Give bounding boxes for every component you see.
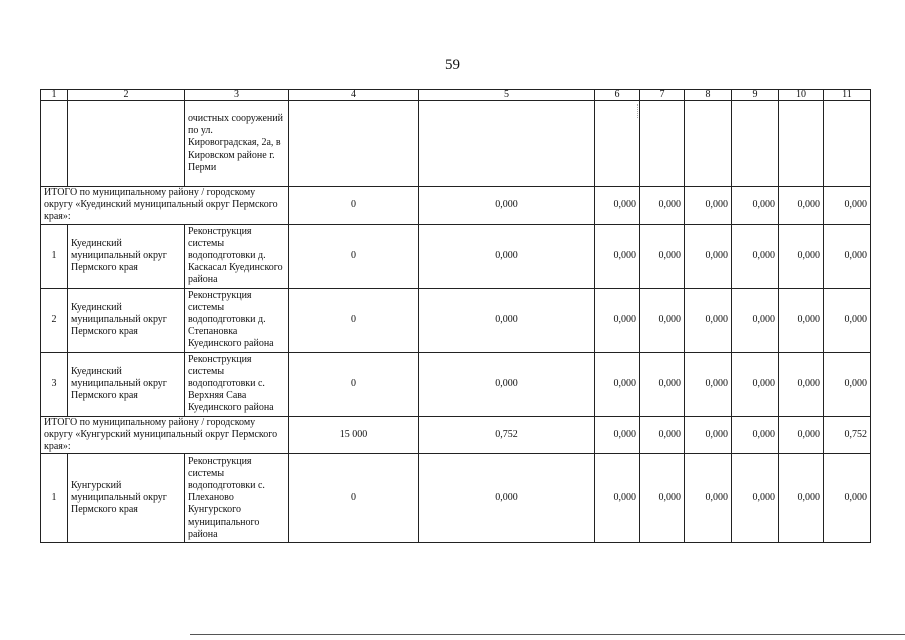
total-row [41, 416, 871, 454]
value-cell: 0,000 [824, 224, 871, 288]
header-cell: 9 [732, 90, 779, 101]
value-cell: 0,000 [419, 288, 595, 352]
header-cell: 4 [289, 90, 419, 101]
value-cell: 0,000 [779, 352, 824, 416]
value-cell: 0,000 [824, 454, 871, 543]
value-cell: 0,000 [732, 224, 779, 288]
header-cell: 8 [685, 90, 732, 101]
value-cell: 0,000 [685, 454, 732, 543]
object-description: Реконструкция системы водоподготовки с. Верхняя Сава Куединского района [185, 352, 289, 416]
header-cell: 11 [824, 90, 871, 101]
object-description: Реконструкция системы водоподготовки д. Каскасал Куединского района [185, 224, 289, 288]
value-cell: 0,752 [824, 416, 871, 454]
value-cell: 0,000 [640, 454, 685, 543]
value-cell: 0 [289, 454, 419, 543]
data-table [40, 89, 871, 543]
value-cell: 0,000 [732, 416, 779, 454]
value-cell: 0,000 [779, 187, 824, 225]
organization: Куединский муниципальный округ Пермского края [68, 224, 185, 288]
value-cell: 15 000 [289, 416, 419, 454]
value-cell: 0,000 [419, 454, 595, 543]
value-cell: 0,000 [640, 288, 685, 352]
value-cell: 0,000 [640, 224, 685, 288]
organization: Куединский муниципальный округ Пермского края [68, 288, 185, 352]
value-cell: 0,000 [732, 352, 779, 416]
value-cell: 0,000 [732, 454, 779, 543]
value-cell: 0,000 [419, 224, 595, 288]
value-cell: 0,000 [779, 454, 824, 543]
value-cell: 0,000 [640, 187, 685, 225]
table-row [41, 352, 871, 416]
value-cell: 0 [289, 352, 419, 416]
header-row [41, 90, 871, 101]
header-cell: 7 [640, 90, 685, 101]
table-row [41, 224, 871, 288]
header-cell: 6 [595, 90, 640, 101]
value-cell: 0,000 [640, 352, 685, 416]
value-cell: 0,000 [419, 352, 595, 416]
value-cell: 0,000 [685, 352, 732, 416]
value-cell: 0,000 [779, 416, 824, 454]
value-cell: 0,000 [419, 187, 595, 225]
header-cell: 10 [779, 90, 824, 101]
header-cell: 2 [68, 90, 185, 101]
row-number: 2 [41, 288, 68, 352]
object-description: Реконструкция системы водоподготовки д. Степановка Куединского района [185, 288, 289, 352]
table-row [41, 288, 871, 352]
object-description: очистных сооружений по ул. Кировоградская, 2а, в Кировском районе г. Перми [185, 101, 289, 187]
value-cell: 0,000 [685, 224, 732, 288]
row-number: 1 [41, 454, 68, 543]
page-bottom-rule [190, 634, 905, 635]
value-cell: 0,000 [779, 288, 824, 352]
header-cell: 5 [419, 90, 595, 101]
value-cell: 0,000 [595, 288, 640, 352]
header-cell: 3 [185, 90, 289, 101]
value-cell: 0,000 [685, 187, 732, 225]
value-cell: 0 [289, 288, 419, 352]
object-description: Реконструкция системы водоподготовки с. Плеханово Кунгурского муниципального района [185, 454, 289, 543]
value-cell: 0,000 [595, 454, 640, 543]
value-cell: 0,000 [685, 416, 732, 454]
row-number: 3 [41, 352, 68, 416]
organization: Кунгурский муниципальный округ Пермского края [68, 454, 185, 543]
row-number: 1 [41, 224, 68, 288]
table-row-continuation [41, 101, 871, 187]
value-cell: 0,000 [595, 416, 640, 454]
value-cell: 0,000 [732, 288, 779, 352]
organization: Куединский муниципальный округ Пермского края [68, 352, 185, 416]
value-cell: 0,000 [824, 187, 871, 225]
header-cell: 1 [41, 90, 68, 101]
value-cell: 0 [289, 224, 419, 288]
value-cell: 0,000 [595, 352, 640, 416]
value-cell: 0 [289, 187, 419, 225]
value-cell: 0,000 [732, 187, 779, 225]
value-cell: 0,000 [595, 224, 640, 288]
table-row [41, 454, 871, 543]
page-number: 59 [445, 57, 460, 73]
value-cell: 0,000 [685, 288, 732, 352]
total-label: ИТОГО по муниципальному району / городскому округу «Куединский муниципальный округ Пермского края»: [41, 187, 289, 225]
value-cell: 0,000 [640, 416, 685, 454]
total-row [41, 187, 871, 225]
value-cell: 0,000 [824, 352, 871, 416]
value-cell: 0,000 [824, 288, 871, 352]
total-label: ИТОГО по муниципальному району / городскому округу «Кунгурский муниципальный округ Пермского края»: [41, 416, 289, 454]
value-cell: 0,000 [595, 187, 640, 225]
value-cell: 0,000 [779, 224, 824, 288]
value-cell: 0,752 [419, 416, 595, 454]
